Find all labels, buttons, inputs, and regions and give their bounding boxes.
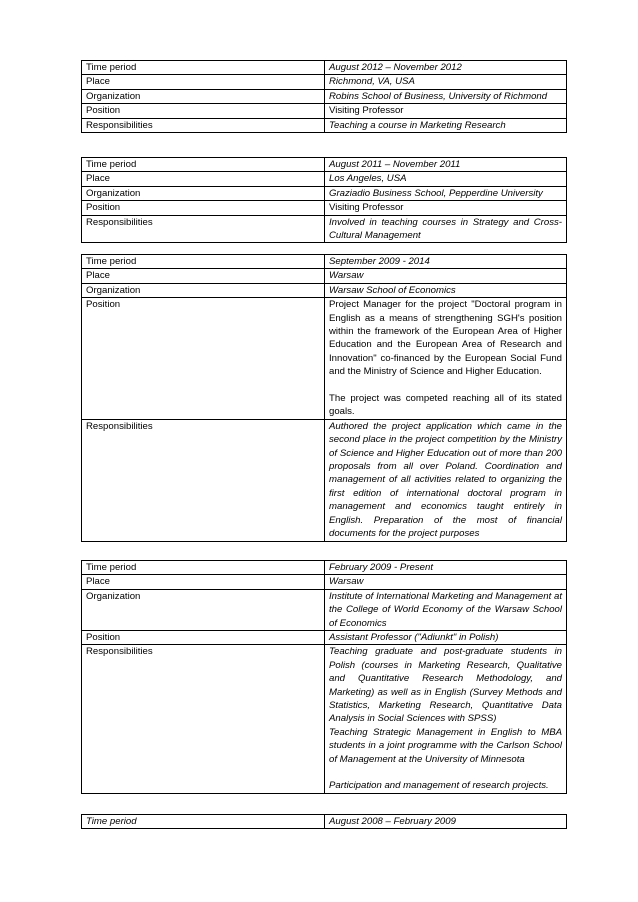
label-responsibilities: Responsibilities: [82, 419, 325, 541]
value-place: Warsaw: [325, 269, 567, 283]
table-row: [82, 419, 567, 541]
table-row: [82, 118, 567, 132]
value-position: Visiting Professor: [325, 104, 567, 118]
value-organization: Graziadio Business School, Pepperdine University: [325, 186, 567, 200]
value-time-period: February 2009 - Present: [325, 561, 567, 575]
label-organization: Organization: [82, 89, 325, 103]
experience-table-1: [81, 60, 567, 133]
value-place: Los Angeles, USA: [325, 172, 567, 186]
table-row: [82, 645, 567, 793]
paragraph-gap: [329, 379, 562, 392]
table-row: [82, 172, 567, 186]
label-position: Position: [82, 201, 325, 215]
table-row: [82, 201, 567, 215]
label-place: Place: [82, 575, 325, 589]
table-row: [82, 815, 567, 829]
label-organization: Organization: [82, 589, 325, 630]
table-row: [82, 269, 567, 283]
label-position: Position: [82, 104, 325, 118]
label-position: Position: [82, 298, 325, 420]
value-responsibilities: [325, 645, 567, 793]
value-position: Assistant Professor ("Adiunkt" in Polish): [325, 631, 567, 645]
label-time-period: Time period: [82, 561, 325, 575]
table-row: [82, 575, 567, 589]
table-row: [82, 561, 567, 575]
value-time-period: September 2009 - 2014: [325, 255, 567, 269]
table-row: [82, 186, 567, 200]
position-paragraph-1: Project Manager for the project "Doctoral program in English as a means of strengthening SGH's position within the framework of the European Area of Higher Education and the European Area of Research and Innovation" co-financed by the European Social Fund and the Ministry of Science and Higher Education.: [329, 299, 562, 378]
experience-table-2: [81, 157, 567, 243]
experience-table-4: [81, 560, 567, 794]
table-row: [82, 158, 567, 172]
table-row: [82, 298, 567, 420]
label-responsibilities: Responsibilities: [82, 118, 325, 132]
value-time-period: August 2011 – November 2011: [325, 158, 567, 172]
label-time-period: Time period: [82, 255, 325, 269]
label-time-period: Time period: [82, 61, 325, 75]
position-paragraph-2: The project was competed reaching all of its stated goals.: [329, 393, 562, 418]
label-organization: Organization: [82, 186, 325, 200]
value-organization: Robins School of Business, University of Richmond: [325, 89, 567, 103]
experience-table-3: [81, 254, 567, 542]
value-place: Warsaw: [325, 575, 567, 589]
table-row: [82, 283, 567, 297]
value-responsibilities: Involved in teaching courses in Strategy and Cross-Cultural Management: [325, 215, 567, 243]
responsibilities-paragraph-3: Participation and management of research projects.: [329, 780, 549, 792]
table-row: [82, 589, 567, 630]
value-position: Visiting Professor: [325, 201, 567, 215]
label-responsibilities: Responsibilities: [82, 645, 325, 793]
label-place: Place: [82, 269, 325, 283]
paragraph-gap: [329, 766, 562, 779]
value-time-period: August 2008 – February 2009: [325, 815, 567, 829]
table-row: [82, 215, 567, 243]
label-time-period: Time period: [82, 158, 325, 172]
table-row: [82, 61, 567, 75]
value-organization: Warsaw School of Economics: [325, 283, 567, 297]
label-responsibilities: Responsibilities: [82, 215, 325, 243]
table-row: [82, 255, 567, 269]
label-place: Place: [82, 172, 325, 186]
value-place: Richmond, VA, USA: [325, 75, 567, 89]
value-position: [325, 298, 567, 420]
value-responsibilities: Teaching a course in Marketing Research: [325, 118, 567, 132]
table-row: [82, 75, 567, 89]
value-organization: Institute of International Marketing and Management at the College of World Economy of the Warsaw School of Economics: [325, 589, 567, 630]
table-row: [82, 89, 567, 103]
label-organization: Organization: [82, 283, 325, 297]
value-time-period: August 2012 – November 2012: [325, 61, 567, 75]
label-time-period: Time period: [82, 815, 325, 829]
responsibilities-paragraph-2: Teaching Strategic Management in English to MBA students in a joint programme with the Carlson School of Management at the University of Minnesota: [329, 726, 562, 765]
experience-table-5: [81, 814, 567, 829]
responsibilities-paragraph-1: Teaching graduate and post-graduate students in Polish (courses in Marketing Research, Qualitative and Quantitative Research Methodology, and Marketing) as well as in English (Survey Methods and Statistics, Marketing Research, Quantitative Data Analysis in Social Sciences with SPSS): [329, 646, 562, 725]
label-place: Place: [82, 75, 325, 89]
table-row: [82, 631, 567, 645]
label-position: Position: [82, 631, 325, 645]
table-row: [82, 104, 567, 118]
value-responsibilities: Authored the project application which came in the second place in the project competition by the Ministry of Science and Higher Education out of more than 200 proposals from all over Poland. Coordination and management of all activities related to organizing the first edition of international doctoral program in management and economics taught entirely in English. Preparation of the most of financial documents for the project purposes: [325, 419, 567, 541]
